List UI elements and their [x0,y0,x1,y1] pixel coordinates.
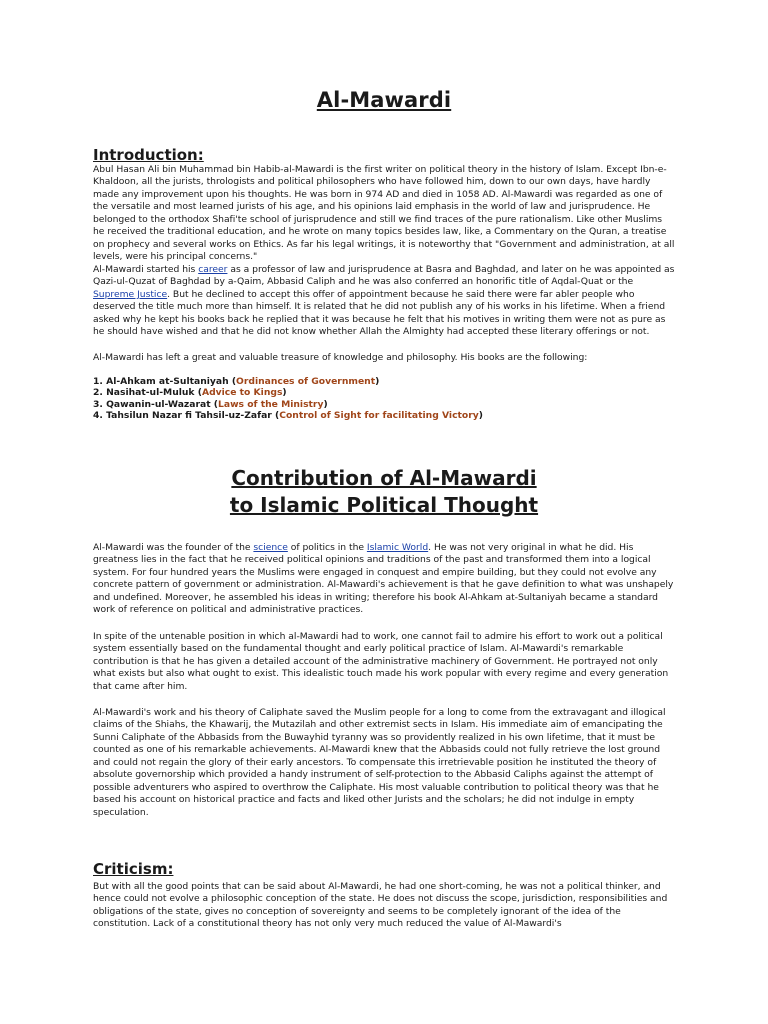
islamic-world-link[interactable]: Islamic World [366,542,429,553]
contribution-paragraph-2: In spite of the untenable position in which al-Mawardi had to work, one cannot fail to admire his effort to work out a political system essentially based on the fundamental thought and early political practice of Islam. Al-Mawardi's remarkable contribution is that he has given a detailed account of the administrative machinery of Government. He portrayed not only what exists but also what ought to exist. This idealistic touch made his work popular with every regime and every generation that came after him. [93,631,669,692]
criticism-section [93,861,675,931]
science-link[interactable]: science [253,542,288,553]
text-run: Al-Mawardi was the founder of the [93,542,254,553]
paren-close: ) [375,376,380,387]
contribution-heading-line-2: to Islamic Political Thought [229,493,539,517]
contribution-paragraph-3: Al-Mawardi's work and his theory of Caliphate saved the Muslim people for a long to come from the extravagant and illogical claims of the Shiahs, the Khawarij, the Mutazilah and other extremist sects in Islam. His immediate aim of emancipating the Sunni Caliphate of the Abbasids from the Buwayhid tyranny was so providently realized in his own lifetime, that it must be counted as one of his remarkable achievements. Al-Mawardi knew that the Abbasids could not fully retrieve the lost ground and could not regain the glory of their early ancestors. To compensate this irretrievable position he instituted the theory of absolute governorship which provided a handy instrument of self-protection to the Abbasid Caliphs against the attempt of possible adventurers who aspired to overthrow the Caliphate. His most valuable contribution to political theory was that he based his account on historical practice and facts and liked other Jurists and the scholars; he did not indulge in empty speculation. [93,707,666,818]
criticism-heading: Criticism: [93,860,174,878]
paren-close: ) [478,410,483,422]
paren-open: ( [228,376,237,387]
book-translation: Laws of the Ministry [218,398,324,410]
book-number: 4. [93,410,103,422]
page-title: Al-Mawardi [316,88,452,112]
contribution-paragraph-2-block [93,631,675,693]
book-translation: Control of Sight for facilitating Victory [279,410,479,422]
introduction-heading: Introduction: [93,146,204,164]
text-run: as a professor of law and jurisprudence at Basra and Baghdad, and later on he was appointed as Qazi-ul-Quzat of Baghdad by a-Qaim, Abbasid Caliph and he was also conferred an honorific title of Aqdal-Quat or the [93,264,675,288]
text-run: Al-Mawardi started his [93,264,199,275]
paren-open: ( [194,387,202,399]
contribution-heading-line-1: Contribution of Al-Mawardi [231,466,537,490]
text-run: . He was not very original in what he did. His greatness lies in the fact that he received political opinions and traditions of the past and transformed them into a logical system. For four hundred years the Muslims were engaged in conquest and empire building, but they could not evolve any concrete pattern of government or administration. Al-Mawardi's achievement is that he gave definition to what was unshapely and undefined. Moreover, he assembled his ideas in writing; therefore his book Al-Ahkam at-Sultaniyah became a standard work of reference on political and administrative practices. [93,542,674,616]
contribution-paragraph-1 [93,542,675,617]
contribution-heading [93,465,675,519]
career-link[interactable]: career [198,264,228,275]
book-translation: Advice to Kings [201,387,283,399]
book-title: Al-Ahkam at-Sultaniyah [106,376,229,387]
supreme-justice-link[interactable]: Supreme Justice [93,288,168,300]
book-number: 3. [93,398,103,410]
paren-close: ) [282,387,287,399]
introduction-paragraph-2 [93,264,675,339]
text-run: of politics in the [287,542,367,553]
paren-open: ( [271,410,280,422]
book-title: Tahsilun Nazar fi Tahsil-uz-Zafar [106,410,272,422]
introduction-paragraph-3: Al-Mawardi has left a great and valuable treasure of knowledge and philosophy. His books are the following: [93,352,588,363]
book-title: Nasihat-ul-Muluk [106,387,195,399]
book-item [93,399,675,410]
introduction-paragraph-2-block [93,264,675,339]
paren-open: ( [210,398,219,410]
contribution-paragraph-1-block [93,542,675,617]
book-item [93,410,675,421]
book-number: 1. [93,376,103,387]
text-run: . But he declined to accept this offer of appointment because he said there were far abler people who deserved the title much more than himself. It is related that he did not publish any of his works in his lifetime. When a friend asked why he kept his books back he replied that it was because he felt that his motives in writing them were not as pure as he should have wished and that he did not know whether Allah the Almighty had accepted these literary offerings or not. [93,288,666,338]
criticism-paragraph-1: But with all the good points that can be said about Al-Mawardi, he had one short-coming, he was not a political thinker, and hence could not evolve a philosophic conception of the state. He does not discuss the scope, jurisdiction, responsibilities and obligations of the state, gives no conception of sovereignty and seems to be completely ignorant of the idea of the constitution. Lack of a constitutional theory has not only very much reduced the value of Al-Mawardi's [93,881,668,930]
introduction-section [93,147,675,264]
book-number: 2. [93,387,103,399]
paren-close: ) [323,398,328,410]
introduction-paragraph-1: Abul Hasan Ali bin Muhammad bin Habib-al-Mawardi is the first writer on political theory in the history of Islam. Except Ibn-e-Khaldoon, all the jurists, thrologists and political philosophers who have followed him, down to our own days, have hardly made any improvement upon his thoughts. He was born in 974 AD and died in 1058 AD. Al-Mawardi was regarded as one of the versatile and most learned jurists of his age, and his opinions laid emphasis in the world of law and jurisprudence. He belonged to the orthodox Shafi'te school of jurisprudence and still we find traces of the pure rationalism. Like other Muslims he received the traditional education, and he wrote on many topics besides law, like, a Commentary on the Quran, a treatise on prophecy and several works on Ethics. As far his legal writings, it is noteworthy that "Government and administration, at all levels, were his principal concerns." [93,164,675,263]
contribution-paragraph-3-block [93,707,675,819]
book-item [93,387,675,398]
book-translation: Ordinances of Government [236,376,376,387]
book-title: Qawanin-ul-Wazarat [106,398,211,410]
book-item [93,376,675,387]
introduction-paragraph-3-block [93,352,675,364]
books-list [93,376,675,422]
